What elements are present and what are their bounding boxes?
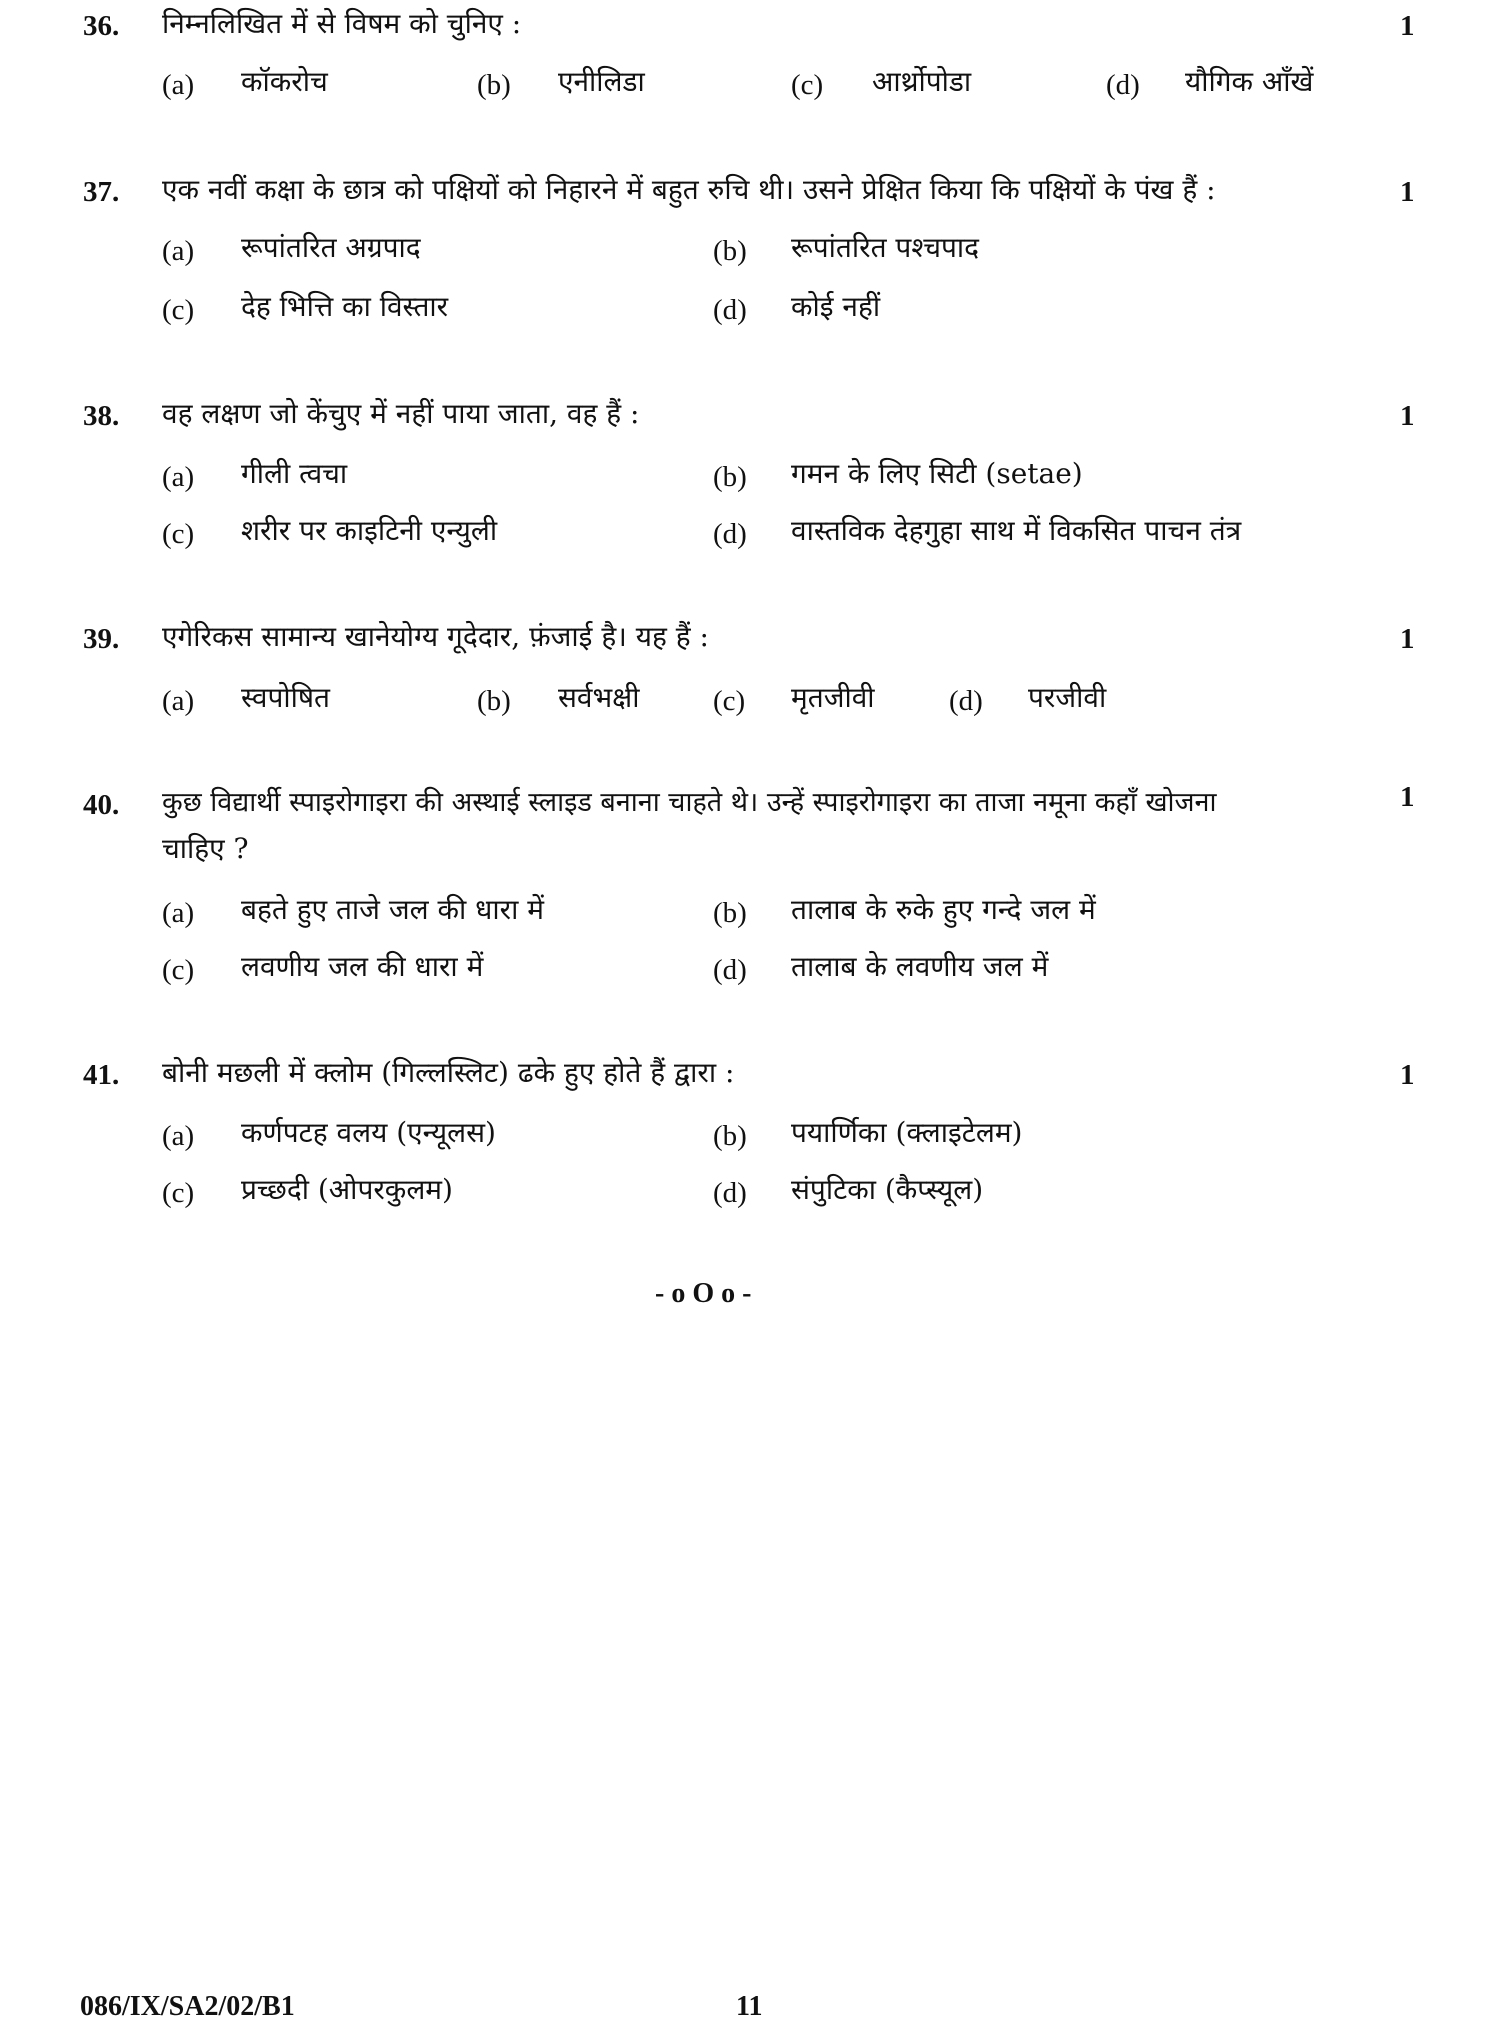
option-label: (c) (791, 69, 824, 101)
question-text: वह लक्षण जो केंचुए में नहीं पाया जाता, वह हैं : (162, 397, 640, 430)
option-label: (a) (162, 897, 195, 929)
option-label: (c) (162, 294, 195, 326)
option-label: (d) (713, 954, 747, 986)
option-text: परजीवी (1028, 681, 1107, 714)
option-label: (b) (713, 461, 747, 493)
option-label: (b) (477, 685, 511, 717)
option-label: (a) (162, 69, 195, 101)
question-number: 41. (83, 1059, 120, 1091)
option-label: (d) (1106, 69, 1140, 101)
option-text: वास्तविक देहगुहा साथ में विकसित पाचन तंत्र (791, 514, 1242, 547)
option-label: (a) (162, 685, 195, 717)
option-text: गमन के लिए सिटी (setae) (791, 457, 1083, 490)
question-number: 39. (83, 623, 120, 655)
page-number: 11 (736, 1991, 763, 2022)
option-text: कॉकरोच (241, 65, 328, 98)
option-label: (c) (162, 518, 195, 550)
option-label: (b) (713, 897, 747, 929)
question-text-line2: चाहिए ? (162, 832, 249, 865)
paper-code: 086/IX/SA2/02/B1 (80, 1991, 295, 2022)
marks: 1 (1400, 176, 1415, 208)
option-text: प्रच्छदी (ओपरकुलम) (241, 1173, 453, 1206)
option-text: रूपांतरित पश्चपाद (791, 231, 980, 264)
marks: 1 (1400, 10, 1415, 42)
option-label: (b) (713, 235, 747, 267)
option-text: देह भित्ति का विस्तार (241, 290, 449, 323)
option-label: (c) (162, 954, 195, 986)
option-text: मृतजीवी (791, 681, 875, 714)
option-text: बहते हुए ताजे जल की धारा में (241, 893, 544, 926)
option-label: (d) (949, 685, 983, 717)
option-label: (b) (713, 1120, 747, 1152)
option-label: (a) (162, 235, 195, 267)
marks: 1 (1400, 623, 1415, 655)
question-text: एक नवीं कक्षा के छात्र को पक्षियों को निहारने में बहुत रुचि थी। उसने प्रेक्षित किया कि पक्षियों के पंख हैं : (162, 173, 1216, 206)
question-number: 40. (83, 789, 120, 821)
question-number: 37. (83, 176, 120, 208)
option-text: कर्णपटह वलय (एन्यूलस) (241, 1116, 496, 1149)
question-text: कुछ विद्यार्थी स्पाइरोगाइरा की अस्थाई स्लाइड बनाना चाहते थे। उन्हें स्पाइरोगाइरा का ताजा नमूना कहाँ खोजना (162, 787, 1217, 818)
option-text: लवणीय जल की धारा में (241, 950, 484, 983)
marks: 1 (1400, 781, 1415, 813)
option-label: (a) (162, 1120, 195, 1152)
option-label: (c) (713, 685, 746, 717)
option-text: गीली त्वचा (241, 457, 348, 490)
question-text: एगेरिकस सामान्य खानेयोग्य गूदेदार, फ़ंजाई है। यह हैं : (162, 620, 709, 653)
option-text: कोई नहीं (791, 290, 881, 323)
marks: 1 (1400, 1059, 1415, 1091)
question-text: बोनी मछली में क्लोम (गिल्लस्लिट) ढके हुए होते हैं द्वारा : (162, 1056, 735, 1089)
option-text: तालाब के रुके हुए गन्दे जल में (791, 893, 1096, 926)
option-text: सर्वभक्षी (558, 681, 640, 714)
option-text: यौगिक आँखें (1185, 65, 1314, 98)
option-text: रूपांतरित अग्रपाद (241, 231, 421, 264)
question-number: 38. (83, 400, 120, 432)
option-text: आर्थ्रोपोडा (872, 65, 972, 98)
marks: 1 (1400, 400, 1415, 432)
option-text: शरीर पर काइटिनी एन्युली (241, 514, 498, 547)
end-marker: - o O o - (655, 1278, 752, 1309)
option-label: (d) (713, 294, 747, 326)
option-label: (d) (713, 518, 747, 550)
option-text: स्वपोषित (241, 681, 331, 714)
option-label: (d) (713, 1177, 747, 1209)
question-number: 36. (83, 10, 120, 42)
option-text: संपुटिका (कैप्स्यूल) (791, 1173, 984, 1206)
option-text: पयार्णिका (क्लाइटेलम) (791, 1116, 1023, 1149)
option-label: (c) (162, 1177, 195, 1209)
question-text: निम्नलिखित में से विषम को चुनिए : (162, 7, 522, 40)
option-text: तालाब के लवणीय जल में (791, 950, 1049, 983)
option-label: (b) (477, 69, 511, 101)
option-text: एनीलिडा (558, 65, 645, 98)
option-label: (a) (162, 461, 195, 493)
